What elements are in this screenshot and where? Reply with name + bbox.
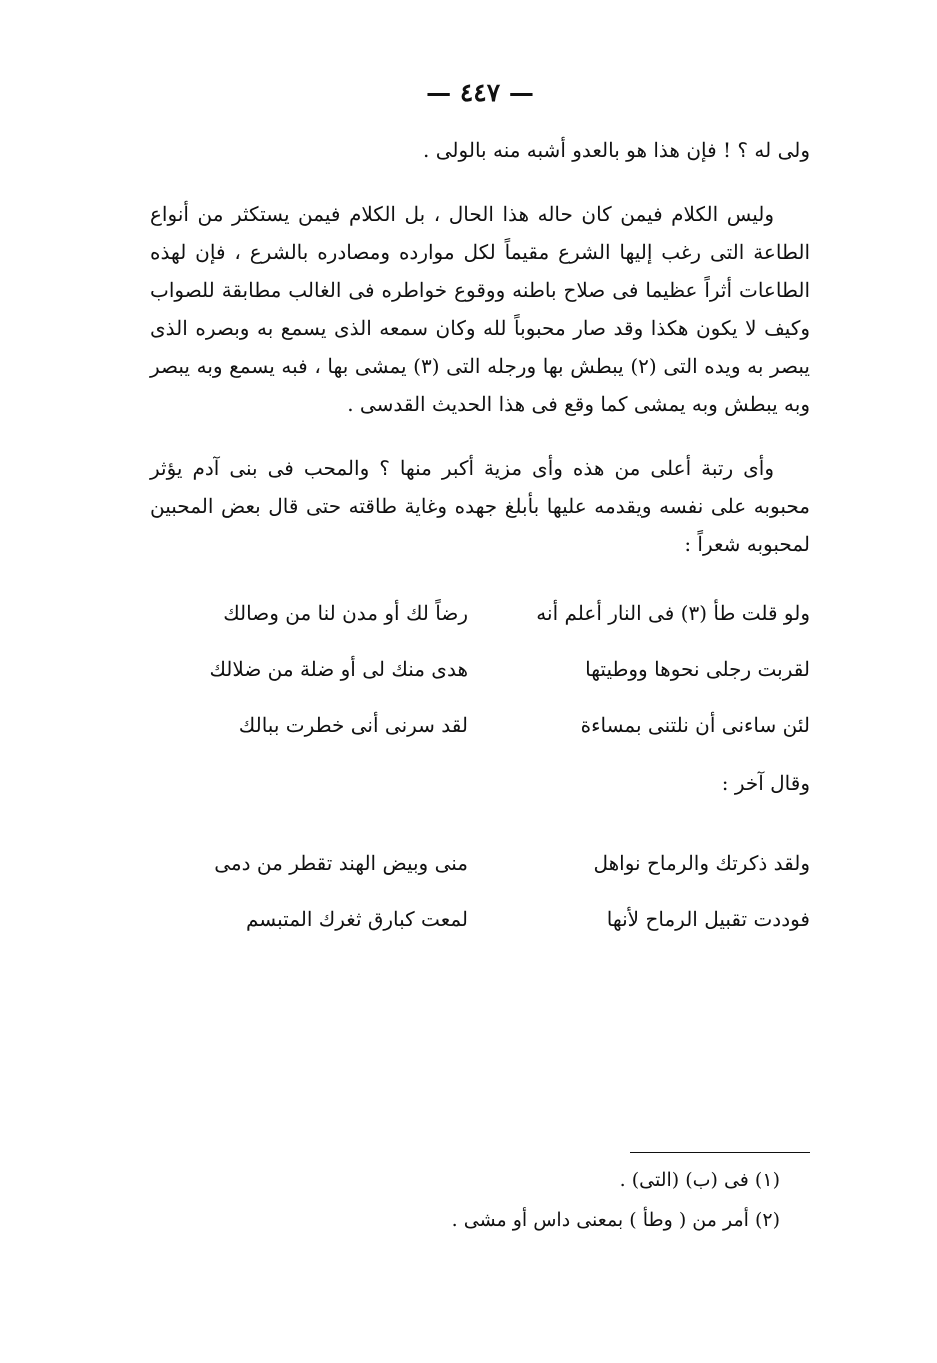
footnotes: [180, 1160, 780, 1240]
poem-first: [150, 585, 810, 753]
verse-first-hemistich: ولقد ذكرتك والرماح نواهل: [593, 851, 810, 875]
verse-second-hemistich: رضاً لك أو مدن لنا من وصالك: [223, 601, 468, 625]
book-page: [150, 78, 810, 1278]
paragraph-rank: وأى رتبة أعلى من هذه وأى مزية أكبر منها ؟ والمحب فى بنى آدم يؤثر محبوبه على نفسه ويقدمه عليها بأبلغ جهده وغاية طاقته حتى قال بعض المحبين لمحبوبه شعراً :: [150, 456, 810, 556]
verse: [150, 697, 810, 753]
page-number: — ٤٤٧ —: [426, 78, 534, 107]
verse: [150, 641, 810, 697]
verse-first-hemistich: لئن ساءنى أن نلتنى بمساءة: [580, 713, 810, 737]
verse-second-hemistich: لمعت كبارق ثغرك المتبسم: [245, 907, 468, 931]
verse-second-hemistich: هدى منك لى أو ضلة من ضلالك: [209, 657, 468, 681]
verse-first-hemistich: لقربت رجلى نحوها ووطيتها: [585, 657, 810, 681]
verse: [150, 585, 810, 641]
paragraph-opening-line: ولى له ؟ ! فإن هذا هو بالعدو أشبه منه بالولى .: [423, 138, 810, 162]
footnote-1: (١) فى (ب) (التى) .: [619, 1169, 780, 1191]
verse-second-hemistich: لقد سرنى أنى خطرت ببالك: [238, 713, 468, 737]
said-another-heading: وقال آخر :: [721, 771, 810, 795]
verse-first-hemistich: فوددت تقبيل الرماح لأنها: [606, 907, 810, 931]
paragraph-obedience: وليس الكلام فيمن كان حاله هذا الحال ، بل الكلام فيمن يستكثر من أنواع الطاعة التى رغب إليها الشرع مقيماً لكل موارده ومصادره بالشرع ، فإن لهذه الطاعات أثراً عظيما فى صلاح باطنه ووقوع خواطره فى الغالب مطابقة للصواب وكيف لا يكون هكذا وقد صار محبوباً لله وكان سمعه الذى يسمع به وبصره الذى يبصر به ويده التى (٢) يبطش بها ورجله التى (٣) يمشى بها ، فبه يسمع وبه يبصر وبه يبطش وبه يمشى كما وقع فى هذا الحديث القدسى .: [150, 202, 810, 416]
footnote-2: (٢) أمر من ( وطأ ) بمعنى داس أو مشى .: [451, 1209, 780, 1231]
poem-second: [150, 835, 810, 947]
verse-second-hemistich: منى وبيض الهند تقطر من دمى: [214, 851, 468, 875]
verse: [150, 835, 810, 891]
verse: [150, 891, 810, 947]
verse-first-hemistich: ولو قلت طأ (٣) فى النار أعلم أنه: [536, 601, 810, 625]
footnote-divider: [630, 1152, 810, 1153]
